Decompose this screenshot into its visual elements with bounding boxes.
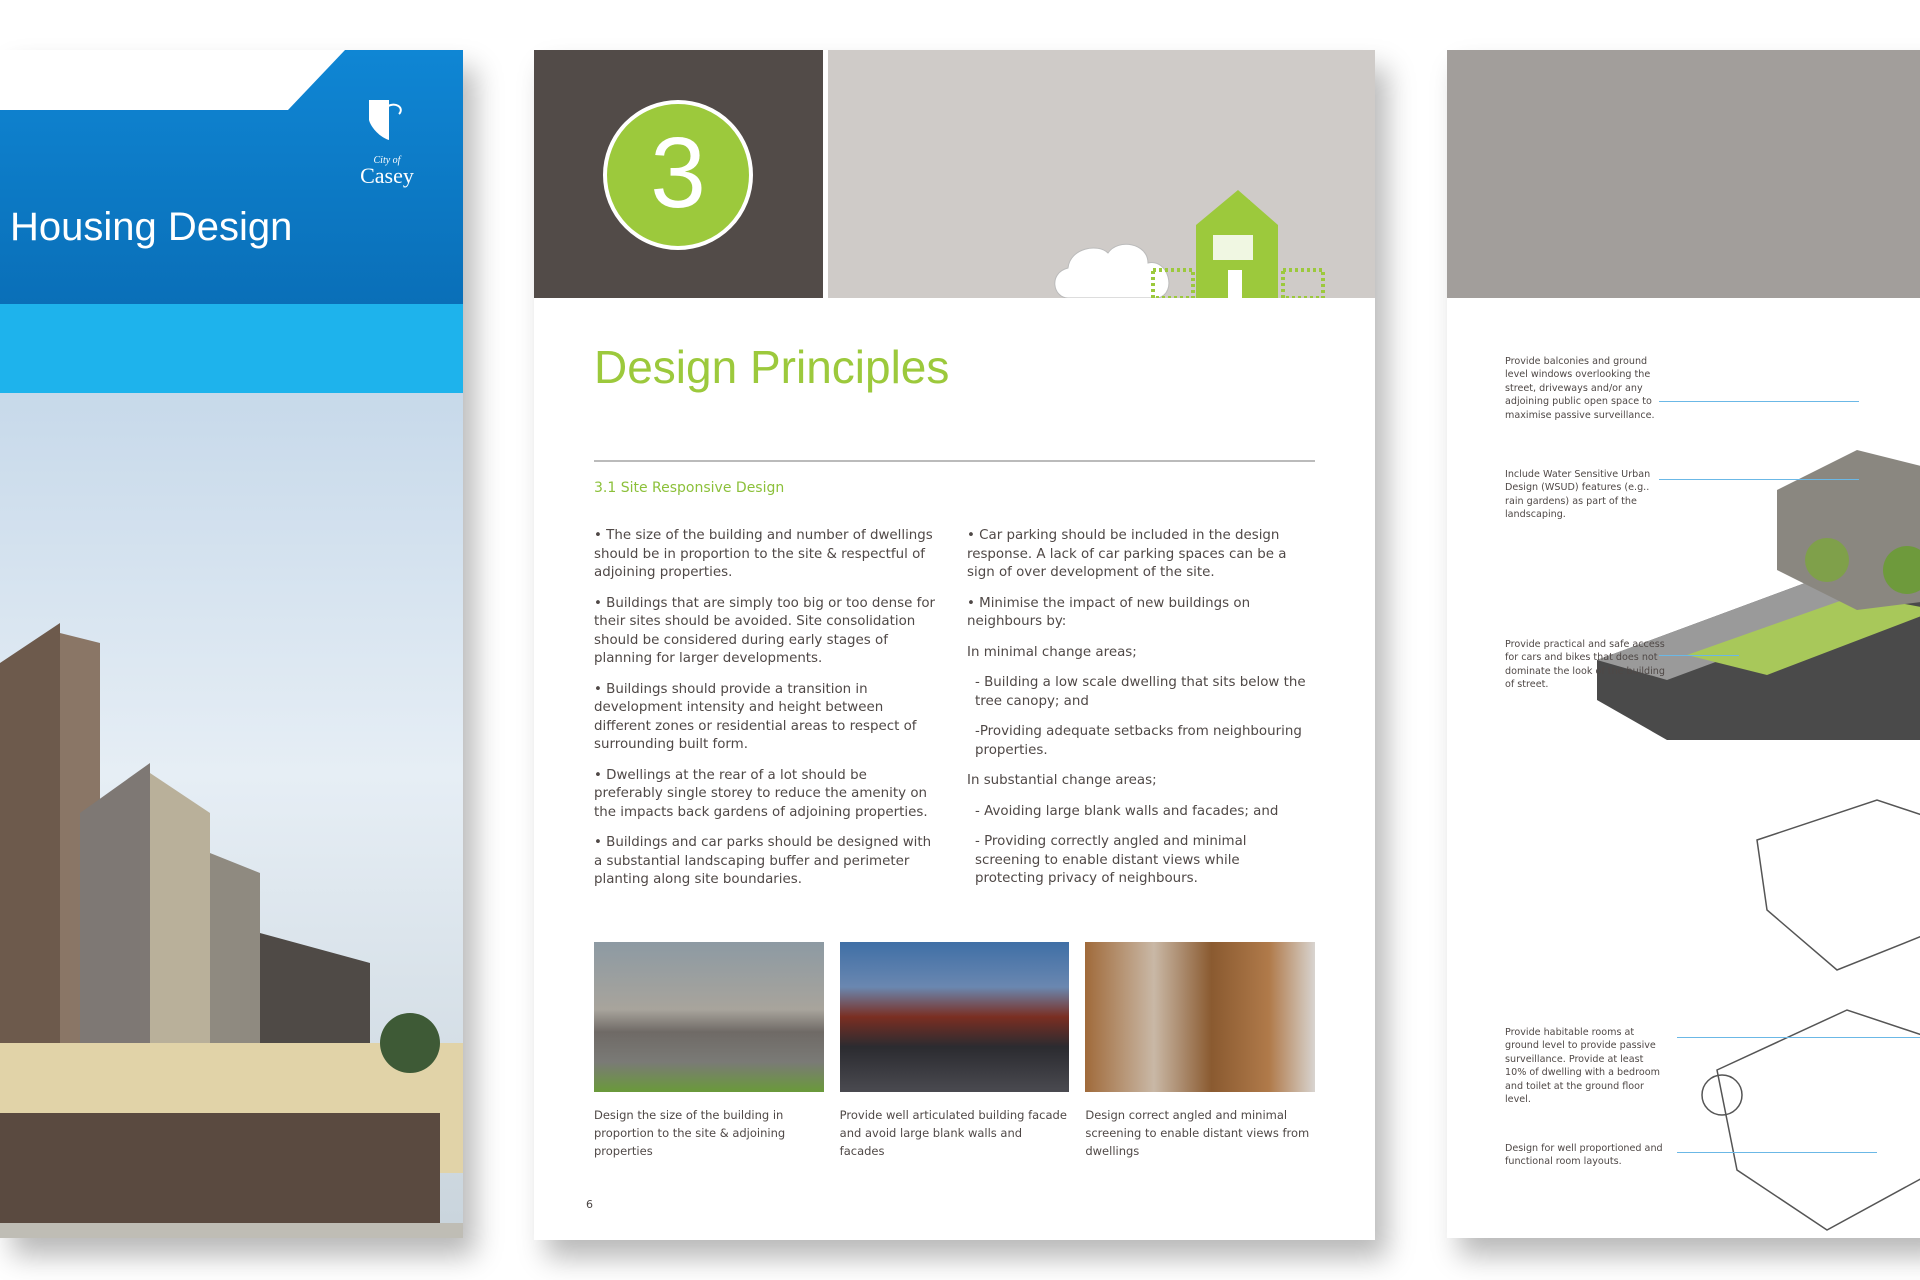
logo-city-of: City of <box>373 155 401 166</box>
paragraph: -Providing adequate setbacks from neighbouring properties. <box>975 724 1302 758</box>
leader-line <box>1659 401 1859 402</box>
annotation: Provide balconies and ground level windows overlooking the street, driveways and/or any adjoining public open space to maximise passive surveillance. <box>1505 356 1655 421</box>
photo-item <box>594 942 824 1160</box>
header-illustration-panel <box>828 50 1375 298</box>
annotation: Include Water Sensitive Urban Design (WSUD) features (e.g.. rain gardens) as part of the landscaping. <box>1505 469 1651 521</box>
paragraph: • The size of the building and number of dwellings should be in proportion to the site & respectful of adjoining properties. <box>594 528 933 580</box>
paragraph: In substantial change areas; <box>967 773 1157 788</box>
cover-photo <box>0 393 463 1238</box>
photo-item <box>840 942 1070 1160</box>
paragraph: • Car parking should be included in the design response. A lack of car parking spaces can be a sign of over development of the site. <box>967 528 1287 580</box>
paragraph: In minimal change areas; <box>967 644 1137 660</box>
site-diagram-illustration <box>1597 410 1920 1238</box>
leader-line <box>1677 1037 1920 1038</box>
photo-row <box>594 942 1315 1160</box>
diagram-header <box>1447 50 1920 298</box>
cover-band <box>0 304 463 393</box>
divider <box>594 460 1315 462</box>
leader-line <box>1659 655 1739 656</box>
annotation: Provide practical and safe access for cars and bikes that does not dominate the look of the building of street. <box>1505 639 1665 691</box>
annotation: Design for well proportioned and functional room layouts. <box>1505 1143 1663 1168</box>
city-of-casey-logo <box>352 98 422 186</box>
leader-line <box>1659 479 1859 480</box>
page-number: 6 <box>586 1198 593 1211</box>
photo-item <box>1085 942 1315 1160</box>
chapter-number: 3 <box>603 100 753 250</box>
section-heading: 3.1 Site Responsive Design <box>594 480 785 496</box>
photo-caption: Design the size of the building in proportion to the site & adjoining properties <box>594 1108 786 1158</box>
street-photo <box>594 942 824 1092</box>
paragraph: - Providing correctly angled and minimal screening to enable distant views while protecting privacy of neighbours. <box>975 834 1247 886</box>
left-column <box>594 527 939 902</box>
logo-casey: Casey <box>360 163 414 188</box>
design-principles-page <box>534 50 1375 1240</box>
paragraph: - Avoiding large blank walls and facades; and <box>975 803 1279 819</box>
diagram-page <box>1447 50 1920 1238</box>
chapter-panel <box>534 50 823 298</box>
photo-caption: Design correct angled and minimal screening to enable distant views from dwellings <box>1085 1108 1310 1158</box>
paragraph: • Buildings that are simply too big or too dense for their sites should be avoided. Site consolidation should be considered during early stages of planning for larger developments. <box>594 595 936 666</box>
photo-caption: Provide well articulated building facade and avoid large blank walls and facades <box>839 1108 1067 1158</box>
leader-line <box>1677 1152 1877 1153</box>
paragraph: • Minimise the impact of new buildings on neighbours by: <box>967 595 1251 629</box>
house-illustration-icon <box>828 50 1375 298</box>
townhouse-illustration <box>0 393 463 1238</box>
timber-screening-photo <box>1085 942 1315 1092</box>
annotation: Provide habitable rooms at ground level to provide passive surveillance. Provide at least 10% of dwelling with a bedroom and toilet at the ground floor level. <box>1505 1027 1660 1106</box>
right-column <box>967 527 1312 901</box>
leaf-logo-icon <box>367 98 407 150</box>
paragraph: • Dwellings at the rear of a lot should be preferably single storey to reduce the amenity on the impacts back gardens of adjoining properties. <box>594 767 928 820</box>
paragraph: - Building a low scale dwelling that sits below the tree canopy; and <box>975 675 1306 709</box>
cover-title: Housing Design <box>10 205 293 249</box>
paragraph: • Buildings and car parks should be designed with a substantial landscaping buffer and perimeter planting along site boundaries. <box>594 835 932 887</box>
page-title: Design Principles <box>594 341 950 393</box>
cover-page <box>0 50 463 1238</box>
facade-photo <box>840 942 1070 1092</box>
paragraph: • Buildings should provide a transition in development intensity and height between different zones or residential areas to respect of surrounding built form. <box>594 681 917 752</box>
